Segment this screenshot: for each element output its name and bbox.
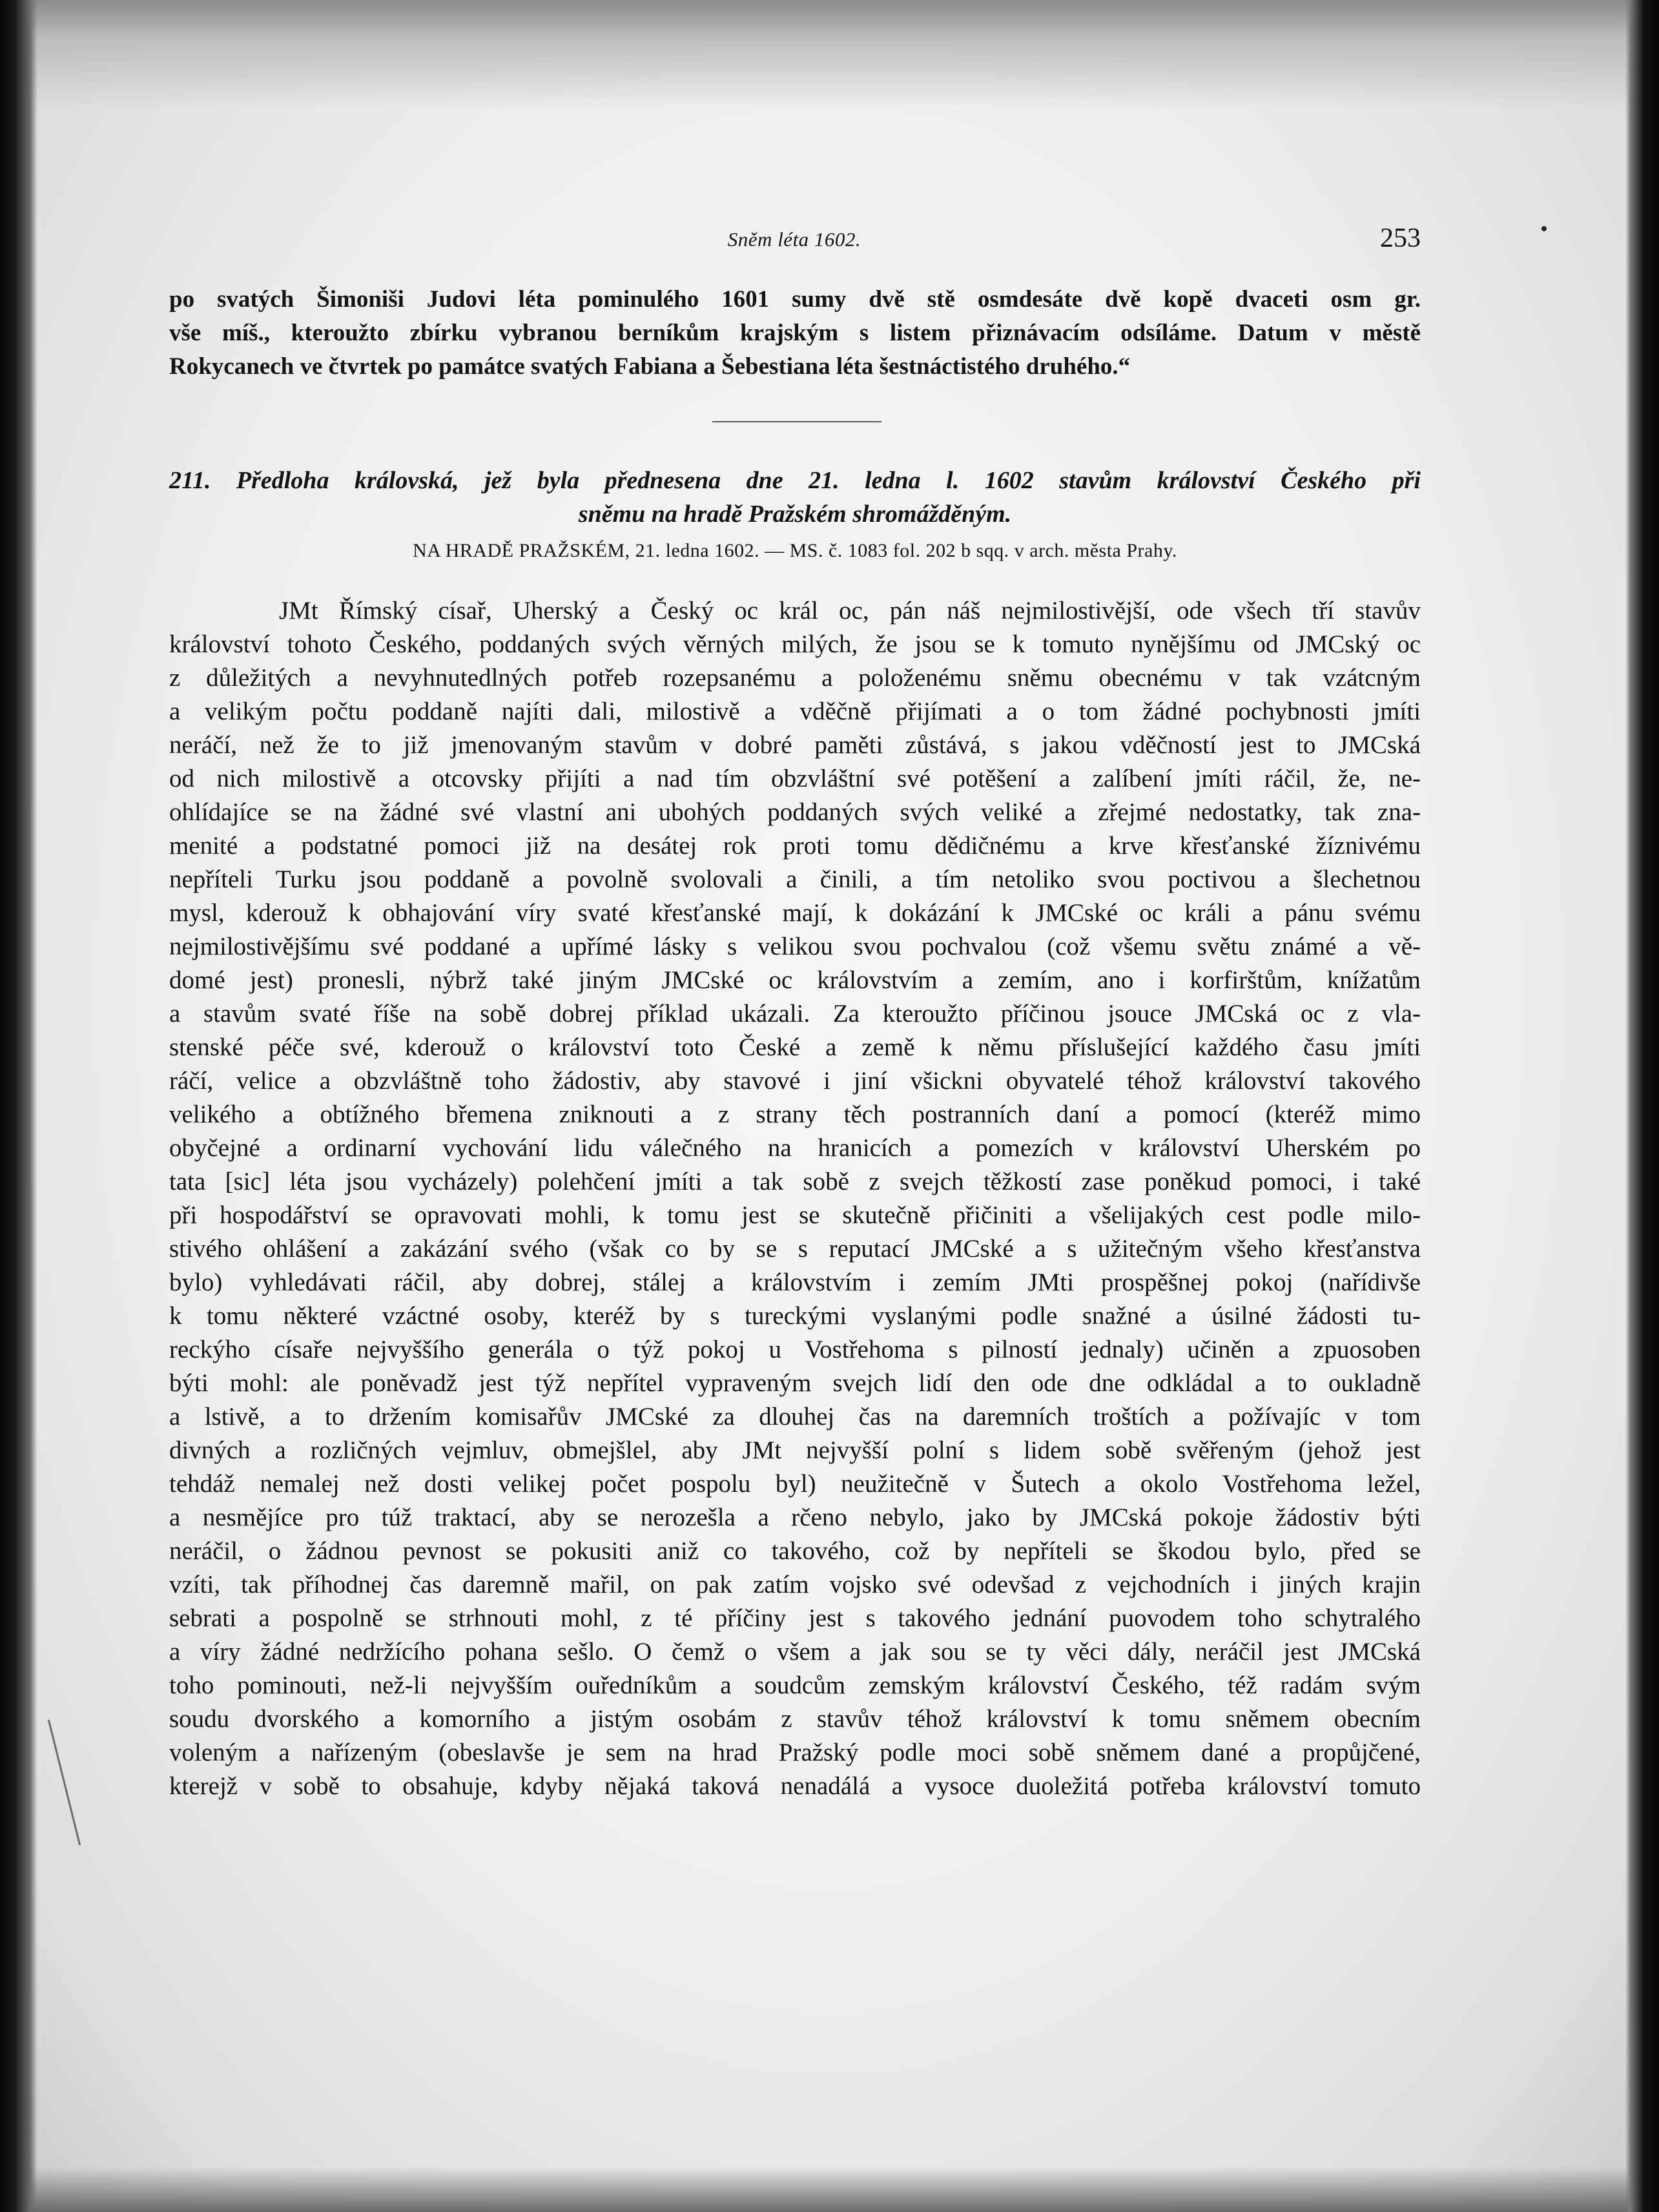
text-line: a víry žádné nedržícího pohana sešlo. O čemž o všem a jak sou se ty věci dály, neráčil jest JMCská [169,1638,1421,1666]
text-line: mysl, kderouž k obhajování víry svaté křesťanské mají, k dokázání k JMCské oc králi a pánu svému [169,899,1421,927]
section-heading [169,464,1421,531]
text-line: z důležitých a nevyhnutedlných potřeb rozepsanému a položenému sněmu obecnému v tak vzátcným [169,664,1421,692]
text-line: ohlídajíce se na žádné své vlastní ani ubohých poddaných svých veliké a zřejmé nedostatky, tak zna- [169,798,1421,826]
paper-crease-mark [48,1720,81,1846]
text-line: toho pominouti, než-li nejvyšším ouředníkům a soudcům zemským království Českého, též radám svým [169,1671,1421,1699]
scan-shadow-top [0,0,1659,110]
text-line: menité a podstatné pomoci již na desátej rok proti tomu dědičnému a krve křesťanské žíznivému [169,832,1421,860]
text-line: stenské péče své, kderouž o království toto České a země k němu příslušející každého času jmíti [169,1033,1421,1061]
text-line: neráčil, o žádnou pevnost se pokusiti aniž co takového, což by nepříteli se škodou bylo, před se [169,1537,1421,1565]
source-citation: NA HRADĚ PRAŽSKÉM, 21. ledna 1602. — MS. č. 1083 fol. 202 b sqq. v arch. města Prahy. [413,540,1177,561]
running-title: Sněm léta 1602. [727,228,861,251]
text-line: stivého ohlášení a zakázání svého (však co by se s reputací JMCské a s užitečným všeho křesťanstva [169,1235,1421,1263]
text-line: k tomu některé vzáctné osoby, kteréž by s tureckými vyslanými podle snažné a úsilné žádosti tu- [169,1302,1421,1330]
text-line: po svatých Šimoniši Judovi léta pominulého 1601 sumy dvě stě osmdesáte dvě kopě dvaceti osm gr. [169,286,1421,313]
text-line: reckýho císaře nejvyššího generála o týž pokoj u Vostřehoma s pilností jednaly) učiněn a zpuosoben [169,1336,1421,1363]
dust-speck [1541,226,1547,231]
section-divider [712,421,881,422]
text-line: a lstivě, a to držením komisařův JMCské za dlouhej čas na daremních troštích a požívajíc v tom [169,1403,1421,1431]
text-line: divných a rozličných vejmluv, obmejšlel, aby JMt nejvyšší polní s lidem sobě svěřeným (jehož jest [169,1436,1421,1464]
text-line: při hospodářství se opravovati mohli, k tomu jest se skutečně přičiniti a všelijakých cest podle milo- [169,1201,1421,1229]
text-line: JMt Římský císař, Uherský a Český oc král oc, pán náš nejmilostivější, ode všech tří stavův [279,597,1421,625]
body-text [169,594,1421,1803]
scan-shadow-bottom [0,2167,1659,2212]
text-line: od nich milostivě a otcovsky přijíti a nad tím obzvláštní své potěšení a zalíbení jmíti ráčil, že, ne- [169,765,1421,792]
text-line: obyčejné a ordinarní vychování lidu válečného na hranicích a pomezích v království Uherském po [169,1134,1421,1162]
text-line: vše míš., kteroužto zbírku vybranou berníkům krajským s listem přiznávacím odsíláme. Datum v městě [169,320,1421,346]
text-line: nepříteli Turku jsou poddaně a povolně svolovali a činili, a tím netoliko svou poctivou a šlechetnou [169,865,1421,893]
text-line: nejmilostivějšímu své poddané a upřímé lásky s velikou svou pochvalou (což všemu světu známé a vě- [169,933,1421,960]
text-line: Rokycanech ve čtvrtek po památce svatých Fabiana a Šebestiana léta šestnáctistého druhého.“ [169,353,1131,380]
intro-paragraph [169,283,1421,384]
text-line: a nesmějíce pro túž traktací, aby se nerozešla a rčeno nebylo, jako by JMCská pokoje žádostiv býti [169,1504,1421,1531]
text-line: ráčí, velice a obzvláštně toho žádostiv, aby stavové i jiní všickni obyvatelé téhož království takového [169,1067,1421,1095]
text-line: velikého a obtížného břemena zniknouti a z strany těch postranních daní a pomocí (kteréž mimo [169,1101,1421,1128]
scan-edge-right [1625,0,1659,2212]
text-line: neráčí, než že to již jmenovaným stavům v dobré paměti zůstává, s jakou vděčností jest to JMCská [169,731,1421,759]
text-line: a velikým počtu poddaně najíti dali, milostivě a vděčně přijímati a o tom žádné pochybnosti jmíti [169,698,1421,725]
text-line: sebrati a pospolně se strhnouti mohl, z té příčiny jest s takového jednání puovodem toho schytralého [169,1604,1421,1632]
text-line: a stavům svaté říše na sobě dobrej příklad ukázali. Za kteroužto příčinou jsouce JMCská oc z vla- [169,1000,1421,1028]
text-line: vzíti, tak příhodnej čas daremně mařil, on pak zatím vojsko své odevšad z vejchodních i jiných krajin [169,1571,1421,1598]
text-line: tehdáž nemalej než dosti velikej počet pospolu byl) neužitečně v Šutech a okolo Vostřehoma ležel, [169,1470,1421,1498]
page-number: 253 [1380,223,1421,253]
running-head [168,223,1421,262]
section-heading-line: sněmu na hradě Pražském shromážděným. [578,501,1012,528]
section-heading-line: 211. Předloha královská, jež byla přednesena dne 21. ledna l. 1602 stavům království Českého při [169,467,1421,494]
text-line: býti mohl: ale poněvadž jest týž nepřítel vypraveným svejch lidí den ode dne odkládal a to oukladně [169,1369,1421,1397]
scan-edge-left [0,0,37,2212]
text-line: soudu dvorského a komorního a jistým osobám z stavův téhož království k tomu sněmem obecním [169,1705,1421,1733]
text-line: bylo) vyhledávati ráčil, aby dobrej, stálej a královstvím i zemím JMti prospěšnej pokoj (nařídivše [169,1268,1421,1296]
text-line: království tohoto Českého, poddaných svých věrných milých, že jsou se k tomuto nynějšímu od JMCský oc [169,630,1421,658]
text-line: tata [sic] léta jsou vycházely) polehčení jmíti a tak sobě z svejch těžkostí zase poněkud pomoci, i také [169,1168,1421,1195]
text-line: kterejž v sobě to obsahuje, kdyby nějaká taková nenadálá a vysoce duoležitá potřeba království tomuto [169,1772,1421,1800]
text-line: voleným a nařízeným (obeslavše je sem na hrad Pražský podle moci sobě sněmem dané a propůjčené, [169,1739,1421,1766]
text-line: domé jest) pronesli, nýbrž také jiným JMCské oc královstvím a zemím, ano i korfirštům, knížatům [169,966,1421,994]
